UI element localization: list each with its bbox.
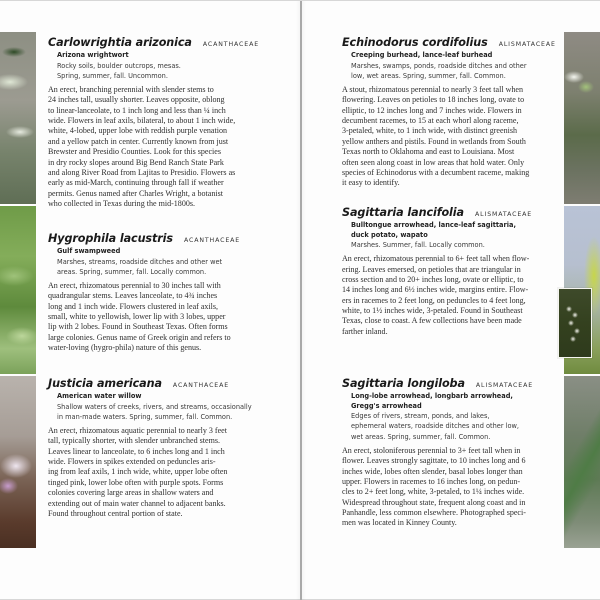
scientific-name: Hygrophila lacustris [48, 232, 173, 245]
justicia-photo [0, 376, 36, 548]
scientific-name: Justicia americana [48, 377, 162, 390]
family-name: ALISMATACEAE [474, 211, 533, 218]
habitat-line: Edges of rivers, stream, ponds, and lakes, [351, 412, 490, 420]
description-line: An erect, rhizomatous perennial to 30 inches tall with [48, 281, 221, 291]
common-name: Gulf swampweed [57, 247, 121, 255]
species-entry-sagittaria-lancifolia [342, 206, 532, 337]
scientific-name: Carlowrightia arizonica [48, 36, 192, 49]
description-line: extending out of main water channel to adjacent banks. [48, 498, 226, 508]
habitat-line: ephemeral waters, roadside ditches and other low, [351, 422, 519, 431]
description-line: cles to 2+ feet long, white, 3-petaled, to 1¼ inches wide. [342, 487, 525, 497]
description-line: An erect, branching perennial with slender stems to [48, 85, 214, 95]
description-line: who collected in Texas during the mid-1800s. [48, 198, 196, 208]
description-line: species of Echinodorus with a decumbent raceme, making [342, 167, 530, 177]
common-name: Bulltongue arrowhead, lance-leaf sagittaria, [351, 221, 516, 229]
common-name: Gregg's arrowhead [351, 401, 422, 410]
habitat-line: wet areas. Spring, summer, fall. Common. [351, 432, 491, 441]
description [48, 85, 259, 209]
family-name: ACANTHACEAE [202, 41, 260, 48]
description-line: white, 4-lobed, upper lobe with reddish purple venation [48, 126, 227, 136]
common-name: American water willow [57, 392, 142, 400]
description-line: farther inland. [342, 326, 388, 336]
family-name: ACANTHACEAE [183, 237, 241, 244]
common-name: Arizona wrightwort [57, 51, 129, 59]
description-line: tinged pink, lower lobe often with purple spots. Forms [48, 477, 224, 487]
species-entry-sagittaria-longiloba [342, 377, 533, 529]
description-line: 14 inches long and 6½ inches wide, margins entire. Flow- [342, 285, 529, 295]
description [342, 254, 532, 337]
description-line: water-loving (hygro-phila) nature of this genus. [48, 343, 202, 353]
description-line: Panhandle, less common elsewhere. Photographed speci- [342, 507, 526, 517]
description-line: tall, typically shorter, with slender unbranched stems. [48, 436, 220, 446]
scientific-name: Sagittaria lancifolia [342, 206, 464, 219]
description-line: Widespread throughout state, frequent along coast and in [342, 497, 526, 507]
description-line: upper. Flowers in racemes to 16 inches long, on pedun- [342, 476, 521, 486]
description-line: men was located in Kinney County. [342, 518, 457, 528]
species-entry-justicia [48, 377, 252, 519]
description-line: wide. Flowers in spikes extended on peduncles aris- [48, 457, 216, 467]
common-name: Long-lobe arrowhead, longbarb arrowhead, [351, 392, 513, 400]
habitat-line: Shallow waters of creeks, rivers, and streams, occasionally [57, 402, 252, 411]
description-line: early as mid-March, continuing through fall if weather [48, 178, 224, 188]
carlowrightia-photo [0, 32, 36, 204]
habitat-line: Spring, summer, fall. Uncommon. [57, 71, 168, 80]
description-line: flowering. Leaves on petioles to 18 inches long, ovate to [342, 95, 525, 105]
description [48, 426, 252, 519]
common-name: Creeping burhead, lance-leaf burhead [351, 51, 493, 59]
page-gutter [300, 1, 302, 600]
description-line: and along River Road from Lajitas to Presidio. Flowers as [48, 167, 236, 177]
description-line: An erect, rhizomatous perennial to 6+ feet tall when flow- [342, 254, 530, 264]
species-entry-hygrophila [48, 232, 240, 354]
sagittaria-lancifolia-inset-photo [558, 288, 592, 358]
hygrophila-photo [0, 206, 36, 374]
description-line: in dry rocky slopes around Big Bend Ranch State Park [48, 157, 224, 167]
sagittaria-longiloba-photo [564, 376, 600, 548]
description-line: cross section and to 20+ inches long, ovate or elliptic, to [342, 274, 524, 284]
scientific-name: Sagittaria longiloba [342, 377, 465, 390]
family-name: ALISMATACEAE [475, 382, 534, 389]
habitat-line: low, wet areas. Spring, summer, fall. Common. [351, 71, 506, 80]
description-line: white, to 1½ inches wide, 3-petaled. Found in Southeast [342, 306, 523, 316]
description-line: colonies covering large areas in shallow waters and [48, 488, 214, 498]
common-name: duck potato, wapato [351, 230, 428, 239]
description-line: ering. Leaves emersed, on petioles that are triangular in [342, 264, 521, 274]
description-line: Texas north to Oklahoma and east to Louisiana. Most [342, 147, 515, 157]
description [342, 446, 533, 529]
habitat-line: Marshes. Summer, fall. Locally common. [351, 241, 485, 249]
description-line: and a yellow patch in center. Currently known from just [48, 136, 229, 146]
description [48, 281, 240, 353]
description-line: yellow anthers and pistils. Found in wetlands from South [342, 136, 526, 146]
description-line: Brewster and Presidio Counties. Look for this species [48, 147, 221, 157]
description-line: wide. Flowers in leaf axils, bilateral, to about 1 inch wide, [48, 116, 236, 126]
description-line: decumbent racemes, to 15 at each whorl along raceme, [342, 116, 519, 126]
description [342, 85, 556, 188]
habitat-line: areas. Spring, summer, fall. Locally common. [57, 267, 207, 276]
description-line: long and 1 inch wide. Flowers clustered in leaf axils, [48, 301, 219, 311]
habitat-line: in man-made waters. Spring, summer, fall. Common. [57, 412, 233, 421]
description-line: inches wide, lobes often slender, basal lobes longer than [342, 466, 523, 476]
habitat-line: Rocky soils, boulder outcrops, mesas. [57, 61, 181, 70]
species-entry-echinodorus [342, 36, 556, 189]
family-name: ACANTHACEAE [172, 382, 230, 389]
description-line: Texas, close to coast. A few collections have been made [342, 316, 522, 326]
description-line: quadrangular stems. Leaves lanceolate, to 4¾ inches [48, 291, 218, 301]
species-entry-carlowrightia [48, 36, 259, 209]
family-name: ALISMATACEAE [498, 41, 556, 48]
description-line: to linear-lanceolate, to 1 inch long and less than ¼ inch [48, 105, 226, 115]
scientific-name: Echinodorus cordifolius [342, 36, 488, 49]
habitat-line: Marshes, swamps, ponds, roadside ditches and other [351, 61, 527, 70]
description-line: Found throughout central portion of state. [48, 508, 183, 518]
description-line: 3-petaled, white, to 1 inch wide, with distinct greenish [342, 126, 517, 136]
description-line: ing from leaf axils, 1 inch wide, white, upper lobe often [48, 467, 228, 477]
description-line: often seen along coast in low areas that hold water. Only [342, 157, 525, 167]
description-line: large colonies. Genus name of Greek origin and refers to [48, 332, 231, 342]
description-line: permits. Genus named after Charles Wright, a botanist [48, 188, 223, 198]
description-line: ers in racemes to 2 feet long, on peduncles to 4 feet long, [342, 295, 526, 305]
description-line: A stout, rhizomatous perennial to nearly 3 feet tall when [342, 85, 524, 95]
description-line: An erect, rhizomatous aquatic perennial to nearly 3 feet [48, 426, 227, 436]
description-line: An erect, stoloniferous perennial to 3+ feet tall when in [342, 445, 521, 455]
description-line: small, white to yellowish, lower lip with 3 lobes, upper [48, 312, 226, 322]
description-line: it easy to identify. [342, 178, 400, 188]
description-line: lip with 2 lobes. Found in Southeast Texas. Often forms [48, 322, 228, 332]
description-line: elliptic, to 12 inches long and 7 inches wide. Flowers in [342, 105, 522, 115]
habitat-line: Marshes, streams, roadside ditches and other wet [57, 257, 223, 266]
description-line: Leaves linear to lanceolate, to 6 inches long and 1 inch [48, 446, 225, 456]
echinodorus-photo [564, 32, 600, 204]
description-line: flower. Leaves strongly sagittate, to 10 inches long and 6 [342, 456, 526, 466]
description-line: 24 inches tall, usually shorter. Leaves opposite, oblong [48, 95, 225, 105]
